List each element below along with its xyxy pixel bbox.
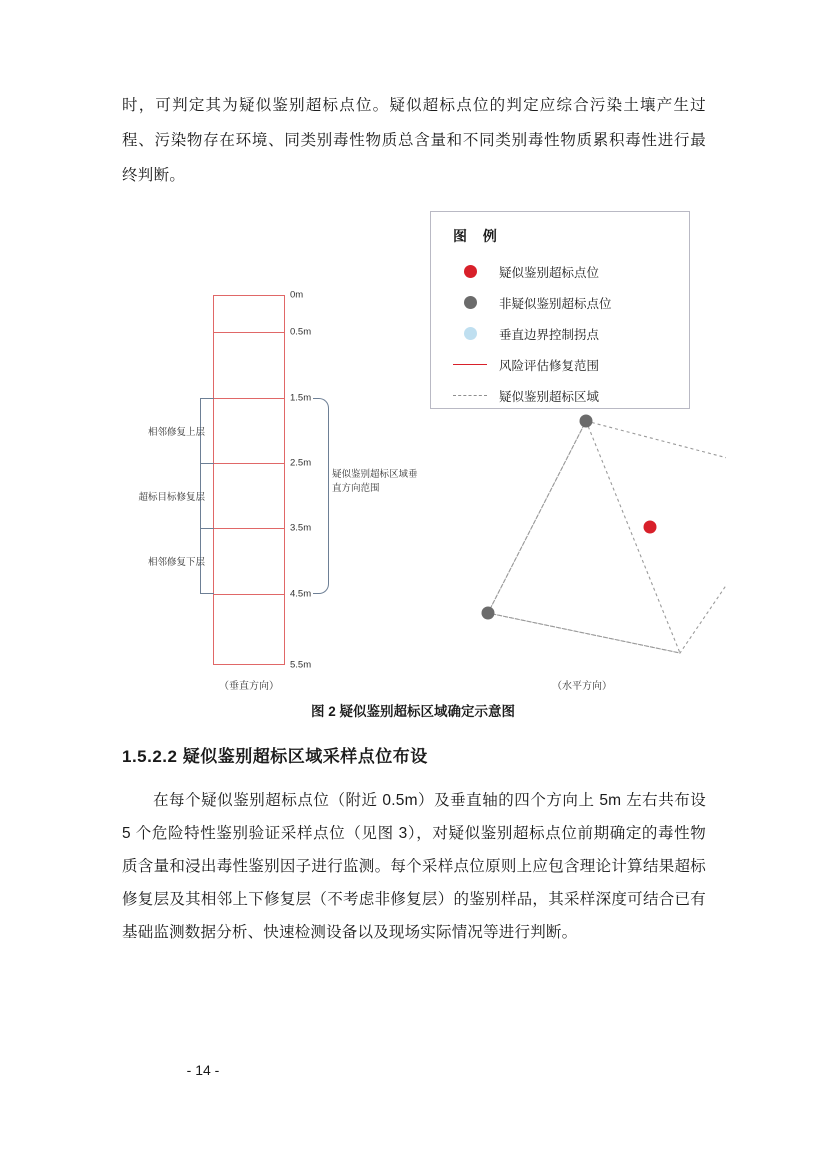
- suspected-area-polygon-2: [488, 421, 726, 653]
- layer-label: 相邻修复下层: [147, 557, 205, 568]
- legend-label: 疑似鉴别超标区域: [499, 389, 600, 404]
- depth-tick: 4.5m: [290, 588, 312, 600]
- column-divider: [213, 463, 285, 464]
- depth-tick: 0.5m: [290, 326, 312, 338]
- column-divider: [213, 332, 285, 333]
- depth-tick: 1.5m: [290, 392, 312, 404]
- legend-label: 非疑似鉴别超标点位: [499, 296, 612, 311]
- red-dot-icon: [453, 265, 487, 278]
- legend-label: 风险评估修复范围: [499, 358, 600, 373]
- blue-dot-icon: [453, 327, 487, 340]
- top-paragraph-block: [122, 88, 706, 193]
- column-divider: [213, 594, 285, 595]
- brace-label: 疑似鉴别超标区域垂直方向范围: [332, 469, 418, 494]
- horizontal-axis-caption: （水平方向）: [552, 681, 612, 692]
- non-suspected-point: [482, 607, 495, 620]
- figure-caption: 图 2 疑似鉴别超标区域确定示意图: [310, 704, 515, 719]
- lower-paragraph-block: [122, 784, 706, 949]
- vertical-column-outline: [213, 295, 285, 665]
- dashed-gray-line-icon: [453, 395, 487, 396]
- plan-view-diagram: [380, 407, 726, 687]
- top-paragraph: 时，可判定其为疑似鉴别超标点位。疑似超标点位的判定应综合污染土壤产生过程、污染物存在环境、同类别毒性物质总含量和不同类别毒性物质累积毒性进行最终判断。: [122, 97, 706, 184]
- legend-item-vertical-boundary-point: [431, 318, 689, 349]
- legend-label: 垂直边界控制拐点: [499, 327, 600, 342]
- suspected-exceed-point: [644, 521, 657, 534]
- page-number: - 14 -: [186, 1062, 220, 1078]
- lower-paragraph: 在每个疑似鉴别超标点位（附近 0.5m）及垂直轴的四个方向上 5m 左右共布设 5 个危险特性鉴别验证采样点位（见图 3），对疑似鉴别超标点位前期确定的毒性物质含量和浸出毒性鉴别因子进行监测。每个采样点位原则上应包含理论计算结果超标修复层及其相邻上下修复层（不考虑非修复层）的鉴别样品，其采样深度可结合已有基础监测数据分析、快速检测设备以及现场实际情况等进行判断。: [122, 792, 706, 941]
- vertical-range-brace: [313, 398, 329, 594]
- page-footer: [0, 1062, 826, 1078]
- solid-red-line-icon: [453, 364, 487, 365]
- depth-tick: 2.5m: [290, 457, 312, 469]
- legend-item-risk-remediation-extent: [431, 349, 689, 380]
- legend-item-suspected-exceed-point: [431, 256, 689, 287]
- figure-legend: [430, 211, 690, 409]
- column-divider: [213, 398, 285, 399]
- column-divider: [213, 528, 285, 529]
- gray-dot-icon: [453, 296, 487, 309]
- depth-tick: 0m: [290, 289, 304, 301]
- vertical-axis-caption: （垂直方向）: [219, 681, 279, 692]
- legend-item-non-suspected-exceed-point: [431, 287, 689, 318]
- layer-label: 相邻修复上层: [147, 427, 205, 438]
- figure-2: [100, 195, 726, 719]
- plan-view-svg: [380, 407, 726, 687]
- section-heading: 1.5.2.2 疑似鉴别超标区域采样点位布设: [122, 747, 428, 766]
- legend-label: 疑似鉴别超标点位: [499, 265, 600, 280]
- depth-tick: 3.5m: [290, 522, 312, 534]
- non-suspected-point: [580, 415, 593, 428]
- legend-title: 图 例: [453, 228, 503, 244]
- suspected-area-polygon: [488, 421, 680, 653]
- layer-label: 超标目标修复层: [138, 492, 205, 503]
- depth-tick: 5.5m: [290, 659, 312, 671]
